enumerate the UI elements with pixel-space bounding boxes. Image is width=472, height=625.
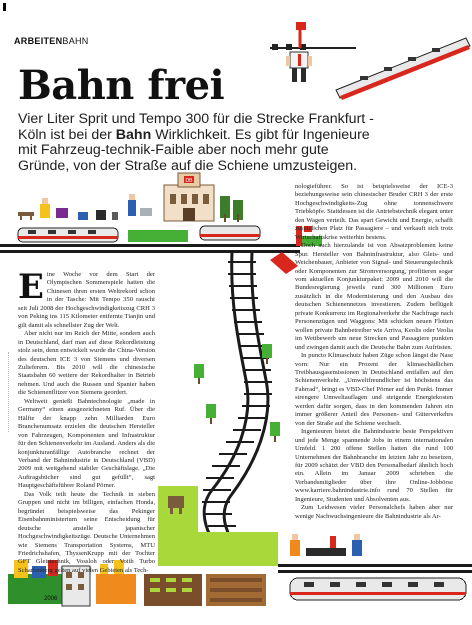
body-paragraph: Ingenieuren bietet die Bahnindustrie beste Perspektiven und jede Menge spannende Jobs in einem internationalen Umfeld. 1 200 offene Stellen hatten die rund 100 Unternehmen der Bahnbranche im letzten Jahr zu besetzen, für 2009 schätzt der VBD den Personalbedarf ähnlich hoch ein. Allein im Januar 2009 schrieben die Verbandsmitglieder über ihre Online-Jobbörse www.karriere.bahnindustrie.info rund 70 Stellen für Ingenieure, Studenten und Absolventen aus.: [295, 428, 453, 503]
body-paragraph: ine Woche vor dem Start der Olympischen Sommerspiele hatten die Chinesen ihren ersten Weltrekord schon in der Tasche: Mit Tempo 350 rauscht seit Juli 2008 der Hochgeschwindigkeitszug CRH 3 von Peking ins 115 Kilometer entfernte Tianjin und gilt damit als schnellster Zug der Welt.: [18, 271, 155, 329]
section-main: ARBEITEN: [14, 36, 63, 46]
body-column-right: [295, 183, 453, 521]
drop-cap: E: [18, 267, 44, 307]
body-paragraph: nologieführer. So ist beispielsweise der ICE-3 beziehungsweise sein chinesischer Bruder CRH 3 der erste Hochgeschwindigkeits-Zug ohne tonnenschwere Triebköpfe. Stattdessen ist die Antriebstechnik elegant unter den Wagen verteilt. Das spart Gewicht und Energie, schafft zusätzlichen Platz für Passagiere – und verkauft sich trotz Wirtschaftskrise weiterhin bestens.: [295, 183, 453, 241]
body-paragraph: Doch auch hierzulande ist von Absatzproblemen keine Spur. Hersteller von Bahninfrastruktur, also Gleis- und Weichenbauer, Anbieter von Signal- und Steuerungstechnik oder Komponenten zur Stromversorgung, profitieren sogar vom aktuellen Konjunkturpaket: 2009 und 2010 will die Bundesregierung jeweils rund 300 Millionen Euro zusätzlich in die Modernisierung und den Ausbau des deutschen Schienennetzes investieren. Zudem beflügelt private Konkurrenz im Regionalverkehr die Nachfrage nach Personenzügen und Waggons: Mit schicken neuen Flotten wollen private Bahnbetreiber wie Arriva, Keolis oder Veolia im Wettbewerb um neue Strecken und Passagiere punkten und zwingen damit auch die Deutsche Bahn zum Aufrüsten.: [295, 242, 453, 351]
curving-track: [202, 252, 298, 560]
body-column-left: [18, 267, 155, 575]
lead-bold: Bahn: [115, 126, 152, 143]
bottom-right-scene: [278, 534, 472, 600]
lead-part1: Vier Liter Sprit und Tempo 300 für die Strecke Frankfurt - Köln ist bei der: [18, 111, 374, 143]
body-paragraph: In puncto Klimaschutz haben Züge schon längst die Nase vorn: Nur ein Prozent der klimaschädlichen Treibhausgasemissionen in Deutschland entfallen auf den Schienenverkehr. „Umweltfreundlicher ist höchstens das Fahrrad“, bringt es VBD-Chef Pörner auf den Punkt. Immer strengere Umweltauflagen und steigende Energiekosten werden dafür sorgen, dass in den kommenden Jahren ein immer größerer Anteil des Personen- und Güterverkehrs von der Straße auf die Schiene wechselt.: [295, 352, 453, 427]
lead-part2: Wirklichkeit. Es gibt für Ingenieure mit Fahrzeug-technik-Faible aber noch mehr gute Gründe, von der Straße auf die Schiene umzusteigen.: [18, 126, 370, 174]
engineer-figure: [286, 52, 312, 82]
field-crops: [144, 574, 266, 606]
headline: Bahn frei: [18, 62, 225, 109]
body-paragraph: Das Volk teilt heute die Technik in sieben Gruppen und nicht im billigen, einfachen Honda, begründet beispielsweise das Pekinger Eisenbahnministerium seine Entscheidung für deutsche anstelle japanischer Hochgeschwindigkeitszüge. Deutsche Unternehmen wie Siemens Transportation Systems, MTU Friedrichshafen, ThyssenKrupp mit der Tochter GFT Gleistechnik, Vossloh oder Voith Turbo Scharfenberg gelten auf vielen Gebieten als Tech-: [18, 490, 155, 574]
body-paragraph: Weltweit genießt Bahntechnologie „made in Germany“ einen ausgezeichneten Ruf. Über die Hälfte der knapp zehn Milliarden Euro Branchenumsatz erzielen die deutschen Hersteller von Fahrzeugen, Komponenten und Infrastruktur für den Schienenverkehr im Ausland. Anders als die konjunkturanfällige Autobranche rechnet der Verband der Bahnindustrie in Deutschland (VBD) 2009 mit weitgehend stabiler Geschäftslage. „Die Auftragsbücher sind gut gefüllt“, sagt Hauptgeschäftsführer Roland Pörner.: [18, 397, 155, 490]
illustration-number: 2006: [44, 596, 58, 602]
station-sign: DB: [185, 178, 193, 184]
station-building: [164, 173, 243, 222]
body-paragraph: Zum Leidwesen vieler Personalchefs haben aber nur wenige Nachwuchsingenieure die Bahnindustrie als Ar-: [295, 504, 453, 520]
body-paragraph: Aber nicht nur im Reich der Mitte, sondern auch in Deutschland, darf man auf diese Rekordleistung stolz sein, denn entwickelt wurde die China-Version des deutschen ICE 3 von Siemens und diversen Zulieferern. Bis 2010 will die chinesische Staatsbahn 60 weitere der Rekordhalter in Betrieb nehmen. Und auch die Russen und Spanier haben die Schienenflitzer von Siemens geordert.: [18, 330, 155, 397]
station-people: [18, 194, 152, 220]
platform-trains: [0, 226, 322, 253]
section-sub: BAHN: [62, 36, 89, 46]
